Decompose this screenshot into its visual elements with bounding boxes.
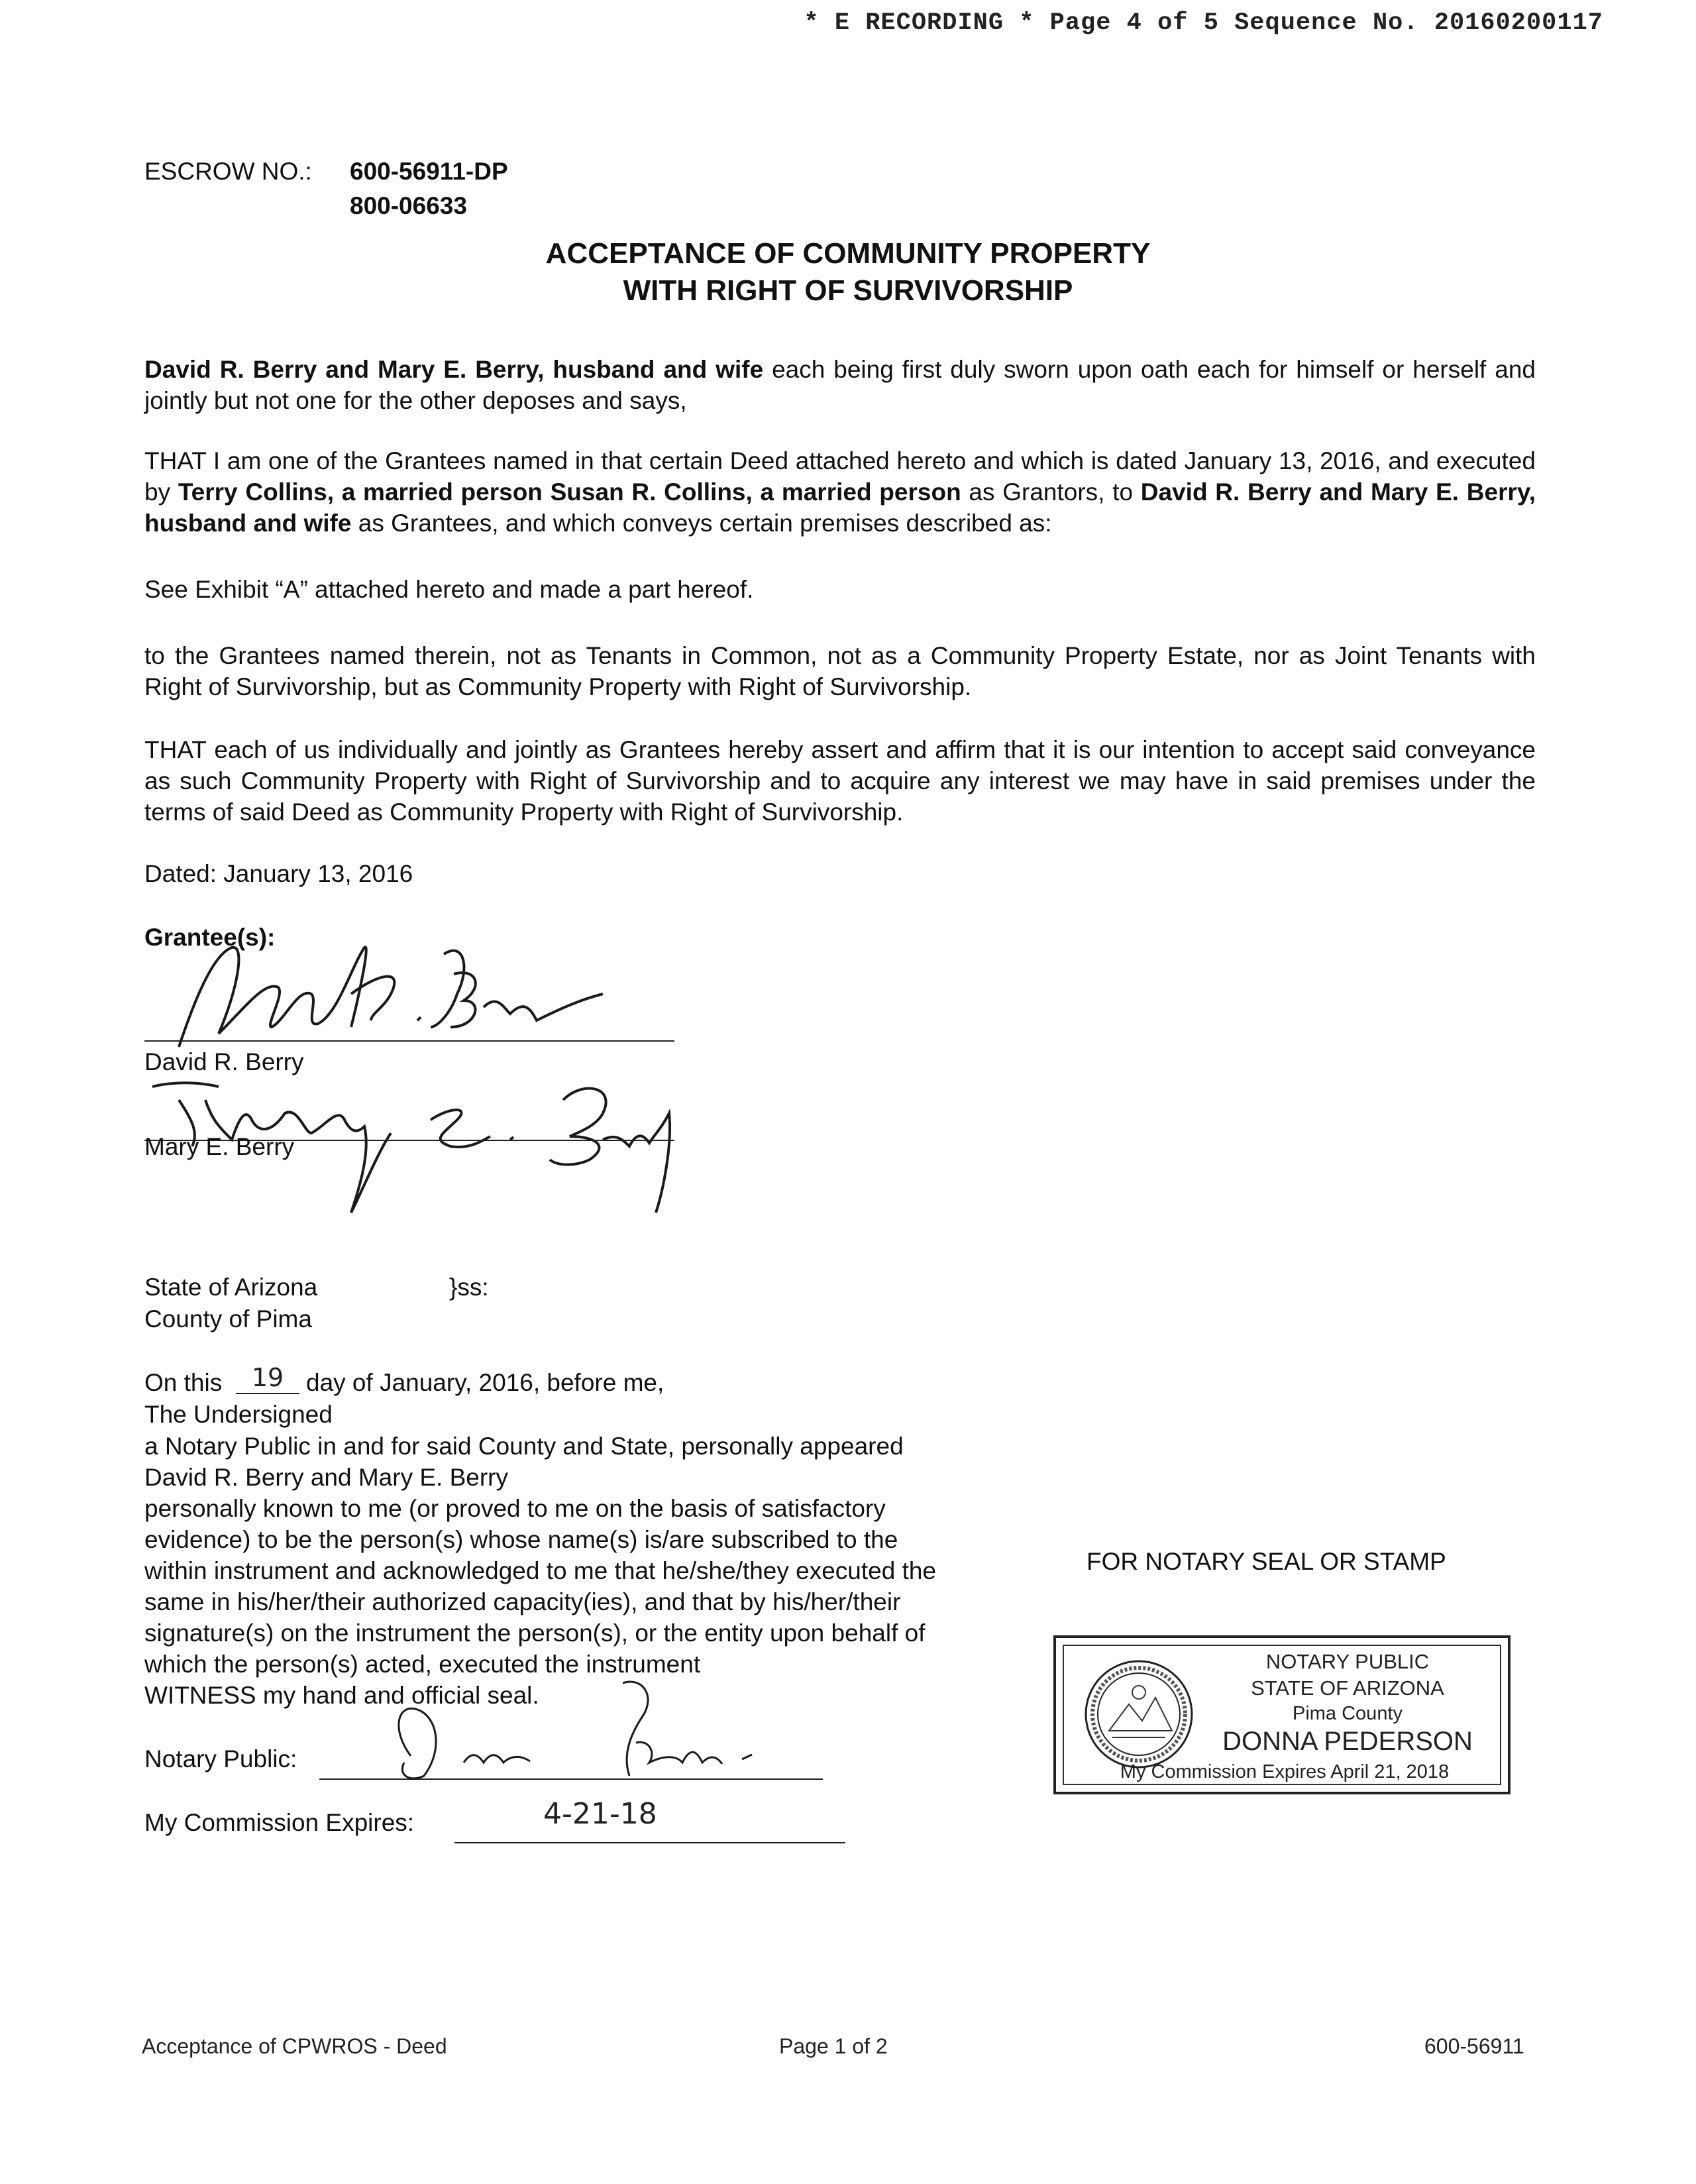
paragraph-intention: THAT each of us individually and jointly as Grantees hereby assert and affirm that it is our intention to accept said conveyance as such Community Property with Right of Survivorship and to acquire any interest we may have in said premises under the terms of said Deed as Community Property with Right of Survivorship. — [144, 736, 1536, 826]
grantee1-name: David R. Berry — [144, 1048, 304, 1075]
notary-line: a Notary Public in and for said County and State, personally appeared — [144, 1433, 904, 1460]
notary-line: personally known to me (or proved to me on the basis of satisfactory — [144, 1495, 886, 1522]
state-seal-icon — [1083, 1658, 1195, 1771]
notary-line: WITNESS my hand and official seal. — [144, 1682, 539, 1709]
stamp-line-name: DONNA PEDERSON — [1222, 1727, 1473, 1756]
notary-line: which the person(s) acted, executed the instrument — [144, 1651, 701, 1678]
grantee1-signature-line — [144, 1040, 674, 1042]
grantee-names: David R. Berry and Mary E. Berry, husband and wife — [144, 478, 1536, 537]
escrow-number-primary: 600-56911-DP — [350, 158, 508, 185]
document-title-line1: ACCEPTANCE OF COMMUNITY PROPERTY — [545, 237, 1151, 270]
grantee2-name: Mary E. Berry — [144, 1133, 295, 1160]
paragraph-deed — [144, 445, 1536, 539]
venue-county: County of Pima — [144, 1305, 312, 1333]
notary-line: signature(s) on the instrument the person(s), or the entity upon behalf of — [144, 1619, 926, 1647]
paragraph-deed-text-b: as Grantors, to — [961, 478, 1141, 506]
notary-line: within instrument and acknowledged to me that he/she/they executed the — [144, 1557, 937, 1584]
paragraph-exhibit: See Exhibit “A” attached hereto and made a part hereof. — [144, 576, 754, 603]
grantor-names: Terry Collins, a married person Susan R. Collins, a married person — [178, 478, 961, 506]
paragraph-deed-text-a: THAT I am one of the Grantees named in that certain Deed attached hereto and which is dated January 13, 2016, and executed by — [144, 447, 1536, 506]
notary-undersigned: The Undersigned — [144, 1401, 333, 1428]
acknowledgment-day-value: 19 — [251, 1363, 284, 1392]
dated-line: Dated: January 13, 2016 — [144, 860, 413, 887]
footer-left: Acceptance of CPWROS - Deed — [142, 2034, 447, 2058]
notary-line: David R. Berry and Mary E. Berry — [144, 1464, 508, 1491]
acknowledgment-day-prefix: On this — [144, 1369, 223, 1396]
stamp-line-notary-public: NOTARY PUBLIC — [1265, 1650, 1430, 1673]
paragraph-affiants — [144, 354, 1536, 416]
paragraph-affiants-text: each being first duly sworn upon oath each for himself or herself and jointly but not one for the other deposes and says, — [144, 356, 1536, 414]
escrow-label: ESCROW NO.: — [144, 158, 312, 185]
notary-signature — [371, 1676, 822, 1789]
notary-line: evidence) to be the person(s) whose name(s) is/are subscribed to the — [144, 1526, 898, 1553]
grantees-label: Grantee(s): — [144, 924, 276, 951]
stamp-line-commission: My Commission Expires April 21, 2018 — [1120, 1761, 1450, 1782]
escrow-number-secondary: 800-06633 — [350, 192, 467, 219]
commission-expires-line — [454, 1842, 845, 1843]
paragraph-deed-text-c: as Grantees, and which conveys certain premises described as: — [351, 510, 1052, 537]
affiant-names: David R. Berry and Mary E. Berry, husband and wife — [144, 356, 764, 383]
notary-line: same in his/her/their authorized capacity(ies), and that by his/her/their — [144, 1588, 901, 1615]
day-blank-line — [236, 1393, 299, 1394]
venue-state: State of Arizona — [144, 1274, 318, 1301]
acknowledgment-day-suffix: day of January, 2016, before me, — [306, 1369, 664, 1396]
paragraph-tenancy: to the Grantees named therein, not as Tenants in Common, not as a Community Property Estate, nor as Joint Tenants with Right of Survivorship, but as Community Property with Right of Survivorship. — [144, 642, 1536, 700]
document-title-line2: WITH RIGHT OF SURVIVORSHIP — [623, 274, 1073, 307]
notary-stamp — [1053, 1635, 1510, 1794]
stamp-caption: FOR NOTARY SEAL OR STAMP — [1086, 1548, 1446, 1575]
stamp-line-state: STATE OF ARIZONA — [1251, 1676, 1444, 1700]
stamp-line-county: Pima County — [1292, 1703, 1403, 1724]
footer-right: 600-56911 — [1424, 2034, 1524, 2058]
footer-page-number: Page 1 of 2 — [779, 2034, 888, 2058]
commission-expires-value: 4-21-18 — [543, 1797, 657, 1831]
recording-header: * E RECORDING * Page 4 of 5 Sequence No. 20160200117 — [804, 9, 1603, 37]
notary-public-label: Notary Public: — [144, 1745, 297, 1773]
commission-expires-label: My Commission Expires: — [144, 1809, 415, 1836]
venue-ss: }ss: — [449, 1274, 489, 1301]
